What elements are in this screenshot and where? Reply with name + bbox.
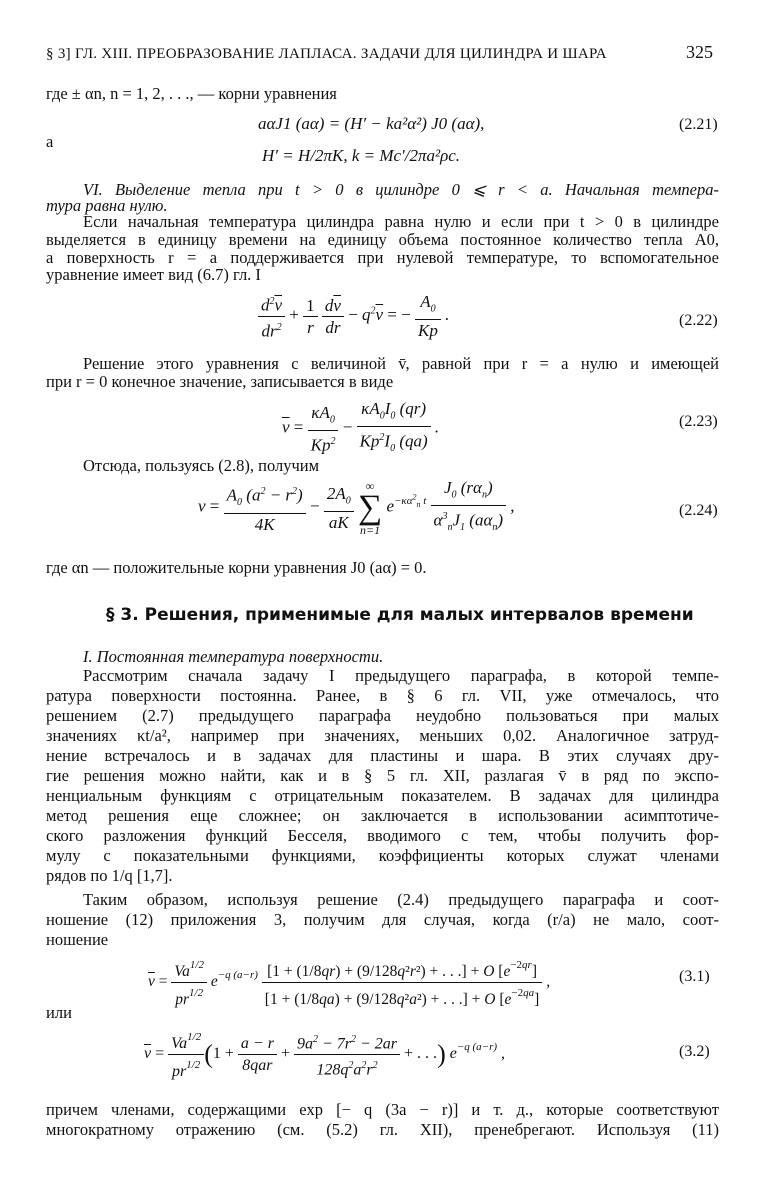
equation-2-21-params: H′ = H/2πK, k = Mc′/2πa²ρc.: [262, 146, 461, 165]
paragraph-line: мулу с показательными функциями, коэффициенты которых служат членами: [46, 846, 719, 865]
paragraph-line: выделяется в единицу времени на единицу объема постоянное количество тепла A0,: [46, 230, 719, 249]
paragraph-line: метод решения еще сложнее; он заключается в использовании асимптотиче-: [46, 806, 719, 825]
paragraph-line: Если начальная температура цилиндра равна нулю и если при t > 0 в цилиндре: [83, 212, 719, 231]
equation-number-3-2: (3.2): [679, 1043, 710, 1060]
section-vi-heading-line1: VI. Выделение тепла при t > 0 в цилиндре 0 ⩽ r < a. Начальная темпера-: [83, 180, 719, 199]
paragraph-line: рядов по 1/q [1,7].: [46, 866, 173, 885]
paragraph-line: Таким образом, используя решение (2.4) предыдущего параграфа и соот-: [83, 890, 719, 909]
equation-number-2-22: (2.22): [679, 312, 718, 329]
where-line: где αn — положительные корни уравнения J0 (aα) = 0.: [46, 558, 427, 577]
paragraph-line: ношение: [46, 930, 109, 949]
paragraph-line: а поверхность r = a поддерживается при нулевой температуре, то вспомогательное: [46, 248, 719, 267]
section-title: § 3. Решения, применимые для малых интервалов времени: [106, 605, 694, 625]
equation-2-23: $\overline{v}$ = $\frac{\kappa A_0}{Kp^2}$ − $\frac{\kappa A_0I_0 (qr)}{Kp^2I_0 (qa)}$ .: [282, 399, 440, 455]
paragraph-line: нение встречалось и в задачах для пластины и шара. В этих случаях дру-: [46, 746, 719, 765]
paragraph-line: причем членами, содержащими exp [− q (3a − r)] и т. д., которые соответствуют: [46, 1100, 719, 1119]
equation-number-3-1: (3.1): [679, 968, 710, 985]
a-word: а: [46, 132, 54, 151]
paragraph-line: ношение (12) приложения 3, получим для случая, когда (r/a) не мало, соот-: [46, 910, 719, 929]
paragraph-line: Рассмотрим сначала задачу I предыдущего параграфа, в которой темпе-: [83, 666, 719, 685]
section-vi-heading-line2: тура равна нулю.: [46, 196, 168, 215]
equation-number-2-23: (2.23): [679, 413, 718, 430]
paragraph-line: гие решения можно найти, как и в § 5 гл. XII, разлагая v̄ в ряд по экспо-: [46, 766, 719, 785]
paragraph-line: многократному отражению (см. (5.2) гл. XII), пренебрегают. Используя (11): [46, 1120, 719, 1139]
solution-line: Решение этого уравнения с величиной v̄, равной при r = a нулю и имеющей: [83, 354, 719, 373]
subsection-heading: I. Постоянная температура поверхности.: [83, 647, 384, 666]
hence-line: Отсюда, пользуясь (2.8), получим: [83, 456, 320, 475]
page-number: 325: [686, 42, 713, 62]
paragraph-line: ского разложения функций Бесселя, вводимого с тем, чтобы получить фор-: [46, 826, 719, 845]
paragraph-line: уравнение имеет вид (6.7) гл. I: [46, 265, 261, 284]
equation-2-22: $\frac{d^2\overline{v}}{dr^2}$ + $\frac{1}{r}$ $\frac{d\overline{v}}{dr}$ − $q^2\overline{v}$ = − $\frac{A_0}{Kp}$ .: [258, 292, 449, 340]
running-header: § 3] ГЛ. XIII. ПРЕОБРАЗОВАНИЕ ЛАПЛАСА. ЗАДАЧИ ДЛЯ ЦИЛИНДРА И ШАРА: [46, 46, 607, 62]
solution-line: при r = 0 конечное значение, записывается в виде: [46, 372, 394, 391]
paragraph-line: ненциальным функциям с отрицательным показателем. В задачах для цилиндра: [46, 786, 719, 805]
equation-2-24: v = $\frac{A_0 (a^2 - r^2)}{4K}$ − $\frac{2A_0}{aK}$ ∞ ∑ n=1 $e^{-\kappa\alpha^2_n t}$ $\frac{J_0 (r\alpha_n)}{\alpha^3_nJ_1 (a\alpha_n)}$ ,: [198, 478, 515, 537]
paragraph-line: значениях κt/a², например при значениях, меньших 0,02. Аналогичное затруд-: [46, 726, 719, 745]
equation-2-21: aαJ1 (aα) = (H′ − ka²α²) J0 (aα),: [258, 114, 485, 133]
paragraph-line: ратура поверхности постоянна. Ранее, в § 6 гл. VII, уже отмечалось, что: [46, 686, 719, 705]
equation-number-2-21: (2.21): [679, 116, 718, 133]
equation-number-2-24: (2.24): [679, 502, 718, 519]
equation-3-1: $\overline{v}$ = $\frac{Va^{1/2}}{pr^{1/2}}$ $e^{-q (a-r)}$ $\frac{[1 + (1/8qr) + (9/128q^2r^2) + . . .] + O [e^{-2qr}]}{[1 + (1/8qa) + (9/128q^2a^2) + . . .] + O [e^{-2qa}]}$ ,: [148, 956, 550, 1009]
equation-3-2: $\overline{v}$ = $\frac{Va^{1/2}}{pr^{1/2}}$ (1 + $\frac{a - r}{\text{8qar}}$ + $\frac{9a^2 - 7r^2 - 2ar}{128q^2a^2r^2}$ + . . .) $e^{-q (a-r)}$ ,: [144, 1028, 505, 1081]
roots-line: где ± αn, n = 1, 2, . . ., — корни уравнения: [46, 84, 337, 103]
or-word: или: [46, 1003, 72, 1022]
paragraph-line: решением (2.7) предыдущего параграфа неудобно пользоваться при малых: [46, 706, 719, 725]
